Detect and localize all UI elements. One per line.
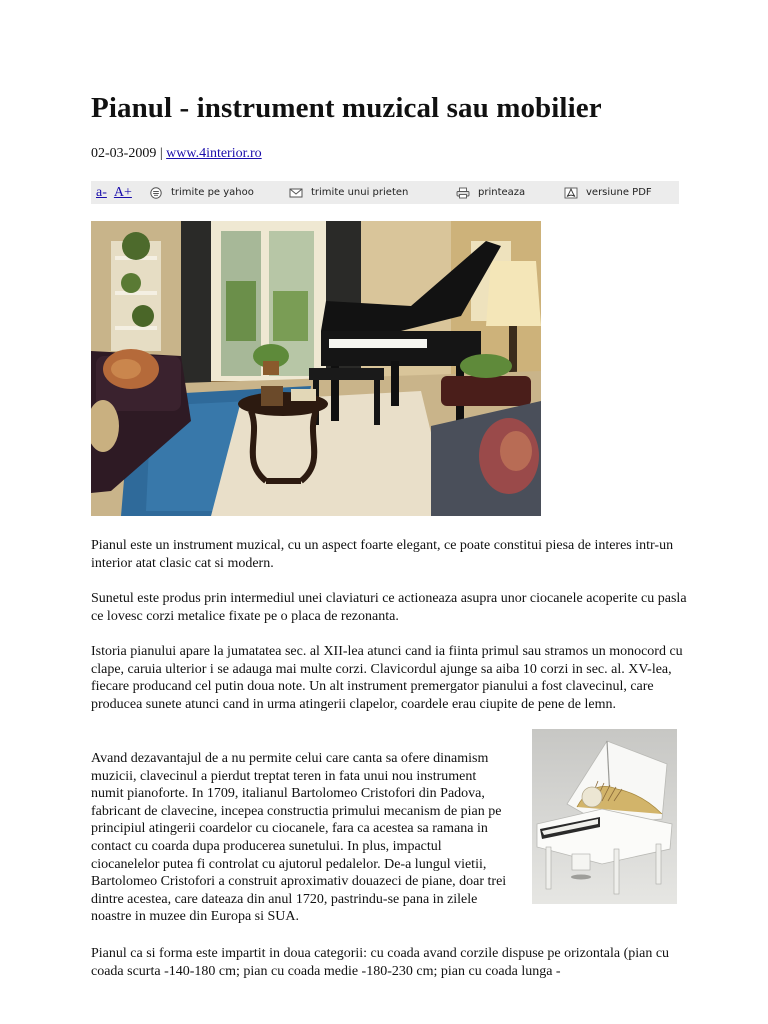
font-larger-link[interactable]: A+ <box>113 184 132 200</box>
paragraph-1: Pianul este un instrument muzical, cu un aspect foarte elegant, ce poate constitui piesa de interes intr-un interior atat clasic cat si modern. <box>91 538 674 571</box>
printer-icon <box>456 187 470 199</box>
envelope-icon <box>289 187 303 199</box>
print-label: printeaza <box>478 187 526 198</box>
pdf-icon <box>564 187 578 199</box>
dateline-separator: | <box>156 146 167 161</box>
font-smaller-link[interactable]: a- <box>96 184 107 200</box>
source-link[interactable]: www.4interior.ro <box>166 146 262 161</box>
living-room-piano-photo <box>91 221 541 516</box>
article-date: 02-03-2009 <box>91 146 157 161</box>
send-friend-label: trimite unui prieten <box>311 187 409 198</box>
paragraph-3: Istoria pianului apare la jumatatea sec. al XII-lea atunci cand ia fiinta primul sau stramos un monocord cu clape, caruia ulterior i se adauga mai multe corzi. Clavicordul ajunge sa aiba 10 corzi in sec. al. XV-lea, fiecare producand cel putin doua note. Un alt instrument premergator pianului a fost clavecinul, care producea sunete atunci cand in urma atingerii clapelor, coardele erau ciupite de pene de lemn. <box>91 644 683 712</box>
article-toolbar <box>91 181 679 204</box>
font-size-controls <box>96 181 139 204</box>
paragraph-2: Sunetul este produs prin intermediul unei claviaturi ce actioneaza asupra unor ciocanele acoperite cu pasla ce lovesc corzi metalice fixate pe o placa de rezonanta. <box>91 591 687 624</box>
paragraph-4: Avand dezavantajul de a nu permite celui care canta sa ofere dinamism muzicii, clavecinul a pierdut treptat teren in fata unui nou instrument numit pianoforte. In 1709, italianul Bartolomeo Cristofori din Padova, fabricant de clavecine, incepea constructia primului mecanism de pian pe principiul atingerii coardelor cu ciocanele, fara ca acestea sa ramana in contact cu coarda dupa producerea sunetului. In plus, impactul ciocanelelor putea fi controlat cu ajutorul pedalelor. De-a lungul vietii, Bartolomeo Cristofori a construit aproximativ douazeci de piane, doar trei dintre acestea, care dateaza din anul 1720, pastrindu-se pana in zilele noastre in muzee din Europa si SUA. <box>91 751 507 925</box>
page-title: Pianul - instrument muzical sau mobilier <box>91 92 602 124</box>
send-yahoo-label: trimite pe yahoo <box>171 187 254 198</box>
yahoo-icon <box>149 187 163 199</box>
paragraph-5: Pianul ca si forma este impartit in doua categorii: cu coada avand corzile dispuse pe orizontala (pian cu coada scurta -140-180 cm; pian cu coada medie -180-230 cm; pian cu coada lunga - <box>91 946 670 979</box>
article-dateline <box>91 146 262 162</box>
print-button[interactable] <box>456 181 525 204</box>
white-grand-piano-photo <box>532 729 677 904</box>
send-yahoo-button[interactable] <box>149 181 254 204</box>
send-friend-button[interactable] <box>289 181 408 204</box>
pdf-label: versiune PDF <box>586 187 652 198</box>
pdf-button[interactable] <box>564 181 652 204</box>
